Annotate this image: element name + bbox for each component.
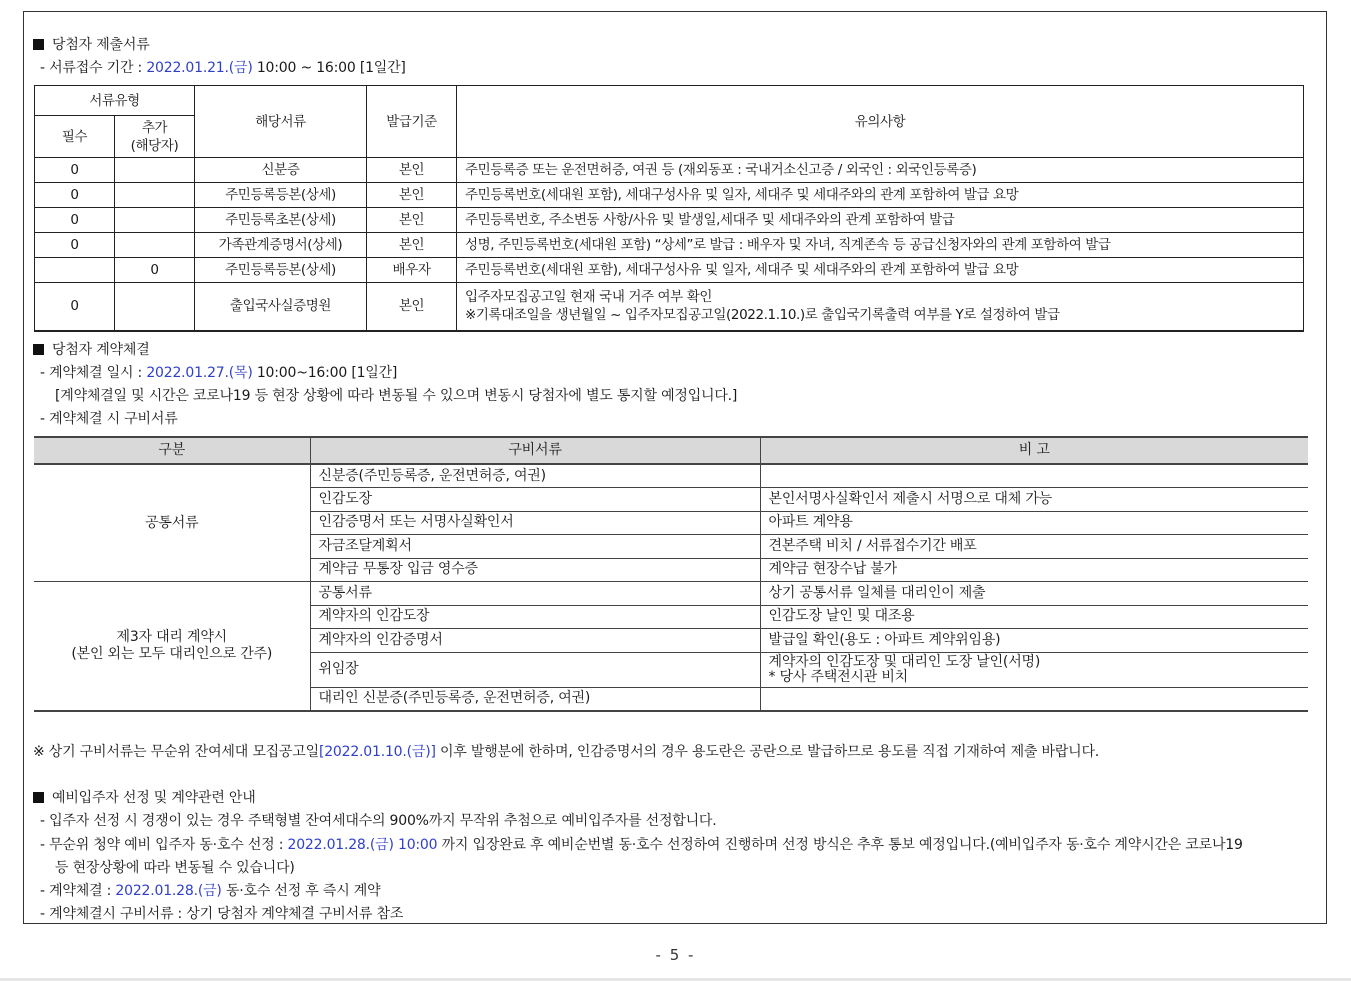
table-row: 계약자의 인감도장 인감도장 날인 및 대조용 xyxy=(34,605,1308,629)
table-row: 0 신분증 본인 주민등록증 또는 운전면허증, 여권 등 (재외동포 : 국내거소신고증 / 외국인 : 외국인등록증) xyxy=(35,158,1304,183)
table-row: 제3자 대리 계약시 (본인 외는 모두 대리인으로 간주) 공통서류 상기 공통서류 일체를 대리인이 제출 xyxy=(34,582,1308,606)
remarks-header: 비 고 xyxy=(760,437,1308,464)
issue-basis-header: 발급기준 xyxy=(367,86,457,158)
category-header: 구분 xyxy=(34,437,310,464)
contract-docs-label: - 계약체결 시 구비서류 xyxy=(40,411,178,427)
documents-notice: ※ 상기 구비서류는 무순위 잔여세대 모집공고일[2022.01.10.(금)] 이후 발행분에 한하며, 인감증명서의 경우 용도란은 공란으로 발급하므로 용도를 직접 기재하여 제출 바랍니다. xyxy=(33,744,1100,760)
square-bullet-icon xyxy=(33,792,44,803)
reserve-line-4: - 계약체결 : 2022.01.28.(금) 동·호수 선정 후 즉시 계약 xyxy=(40,883,381,899)
table-row: 계약금 무통장 입금 영수증 계약금 현장수납 불가 xyxy=(34,558,1308,582)
reserve-line-1: - 입주자 선정 시 경쟁이 있는 경우 주택형별 잔여세대수의 900%까지 무작위 추첨으로 예비입주자를 선정합니다. xyxy=(40,813,717,829)
submission-documents-table xyxy=(34,85,1304,332)
table-row: 0 주민등록등본(상세) 배우자 주민등록번호(세대원 포함), 세대구성사유 및 일자, 세대주 및 세대주와의 관계 포함하여 발급 요망 xyxy=(35,258,1304,283)
table-row: 위임장 계약자의 인감도장 및 대리인 도장 날인(서명) * 당사 주택전시관 비치 xyxy=(34,652,1308,687)
documents-header: 구비서류 xyxy=(310,437,760,464)
reserve-line-2: - 무순위 청약 예비 입주자 동·호수 선정 : 2022.01.28.(금) 10:00 까지 입장완료 후 예비순번별 동·호수 선정하여 진행하며 선정 방식은 추후 통보 예정입니다.(예비입주자 동·호수 계약시간은 코로나19 xyxy=(40,837,1243,853)
document-header: 해당서류 xyxy=(195,86,367,158)
table-row: 0 주민등록등본(상세) 본인 주민등록번호(세대원 포함), 세대구성사유 및 일자, 세대주 및 세대주와의 관계 포함하여 발급 요망 xyxy=(35,183,1304,208)
table-row: 인감도장 본인서명사실확인서 제출시 서명으로 대체 가능 xyxy=(34,488,1308,512)
table-row: 0 주민등록초본(상세) 본인 주민등록번호, 주소변동 사항/사유 및 발생일,세대주 및 세대주와의 관계 포함하여 발급 xyxy=(35,208,1304,233)
square-bullet-icon xyxy=(33,344,44,355)
contract-date: - 계약체결 일시 : 2022.01.27.(목) 10:00~16:00 [1일간] xyxy=(40,365,398,381)
reserve-line-5: - 계약체결시 구비서류 : 상기 당첨자 계약체결 구비서류 참조 xyxy=(40,906,404,922)
table-row: 계약자의 인감증명서 발급일 확인(용도 : 아파트 계약위임용) xyxy=(34,629,1308,653)
contract-note: [계약체결일 및 시간은 코로나19 등 현장 상황에 따라 변동될 수 있으며 변동시 당첨자에 별도 통지할 예정입니다.] xyxy=(55,388,738,404)
table-row: 공통서류 신분증(주민등록증, 운전면허증, 여권) xyxy=(34,464,1308,488)
page-number: - 5 - xyxy=(655,946,696,964)
contract-documents-table xyxy=(34,436,1308,712)
table-row: 0 출입국사실증명원 본인 입주자모집공고일 현재 국내 거주 여부 확인 ※기록대조일을 생년월일 ~ 입주자모집공고일(2022.1.10.)로 출입국기록출력 여부를 Y로 설정하여 발급 xyxy=(35,283,1304,331)
group-common: 공통서류 xyxy=(34,464,310,582)
table-row: 0 가족관계증명서(상세) 본인 성명, 주민등록번호(세대원 포함) “상세”로 발급 : 배우자 및 자녀, 직계존속 등 공급신청자와의 관계 포함하여 발급 xyxy=(35,233,1304,258)
doc-type-header: 서류유형 xyxy=(35,86,195,116)
section-heading-reserve: 예비입주자 선정 및 계약관련 안내 xyxy=(33,788,256,808)
additional-header: 추가 (해당자) xyxy=(115,116,195,158)
submission-period: - 서류접수 기간 : 2022.01.21.(금) 10:00 ~ 16:00 [1일간] xyxy=(40,60,406,76)
table-row: 대리인 신분증(주민등록증, 운전면허증, 여권) xyxy=(34,687,1308,711)
group-proxy: 제3자 대리 계약시 (본인 외는 모두 대리인으로 간주) xyxy=(34,582,310,711)
reserve-line-3: 등 현장상황에 따라 변동될 수 있습니다) xyxy=(55,860,295,876)
table-row: 자금조달계획서 견본주택 비치 / 서류접수기간 배포 xyxy=(34,535,1308,559)
required-header: 필수 xyxy=(35,116,115,158)
table-row: 인감증명서 또는 서명사실확인서 아파트 계약용 xyxy=(34,511,1308,535)
section-heading-submission: 당첨자 제출서류 xyxy=(33,35,150,55)
square-bullet-icon xyxy=(33,39,44,50)
section-heading-contract: 당첨자 계약체결 xyxy=(33,340,150,360)
notes-header: 유의사항 xyxy=(457,86,1304,158)
